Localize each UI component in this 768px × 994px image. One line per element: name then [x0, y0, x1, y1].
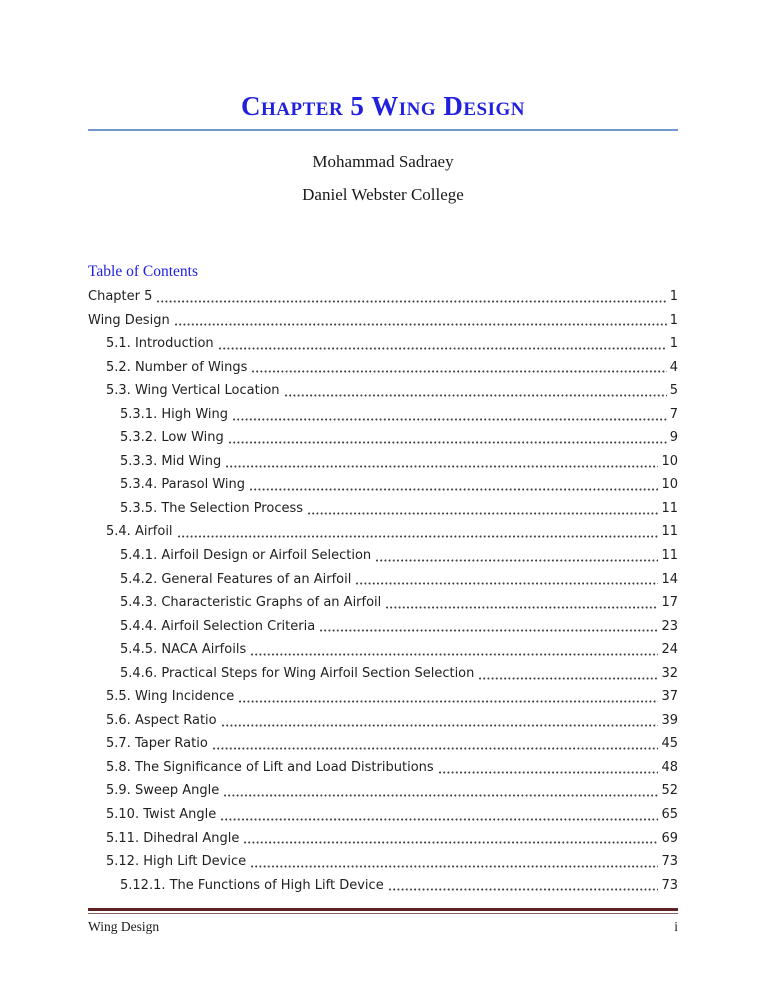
- page-footer: [88, 908, 678, 935]
- toc-dot-leader: [239, 700, 658, 703]
- footer-page-number: i: [674, 919, 678, 934]
- toc-entry-label: 5.4.4. Airfoil Selection Criteria: [120, 618, 316, 634]
- toc-entry-label: 5.4.1. Airfoil Design or Airfoil Selection: [120, 548, 372, 564]
- toc-entry-page: 10: [661, 453, 678, 469]
- toc-entry-label: 5.3.3. Mid Wing: [120, 453, 222, 469]
- toc-entry-page: 32: [661, 665, 678, 681]
- toc-entry-label: 5.4.2. General Features of an Airfoil: [120, 571, 352, 587]
- toc-entry-page: 7: [669, 406, 678, 422]
- toc-entry-label: 5.10. Twist Angle: [106, 807, 217, 823]
- toc-dot-leader: [251, 865, 658, 868]
- toc-entry-label: 5.3.4. Parasol Wing: [120, 477, 246, 493]
- toc-dot-leader: [320, 629, 658, 632]
- toc-dot-leader: [213, 747, 659, 750]
- toc-entry-label: 5.11. Dihedral Angle: [106, 830, 240, 846]
- toc-entry-label: 5.12.1. The Functions of High Lift Device: [120, 877, 384, 893]
- author-name: Mohammad Sadraey: [312, 152, 454, 171]
- toc-dot-leader: [308, 512, 658, 515]
- toc-entry[interactable]: [88, 285, 678, 309]
- toc-entry[interactable]: [88, 520, 678, 544]
- title-rule: [88, 129, 678, 131]
- toc-dot-leader: [479, 677, 658, 680]
- toc-dot-leader: [250, 488, 658, 491]
- toc-dot-leader: [221, 818, 658, 821]
- toc-dot-leader: [285, 394, 667, 397]
- toc-entry-page: 11: [661, 548, 678, 564]
- toc-entry[interactable]: [88, 638, 678, 662]
- toc-dot-leader: [224, 794, 658, 797]
- footer-rule-thin: [88, 913, 678, 914]
- toc-entry[interactable]: [88, 662, 678, 686]
- toc-entry-page: 9: [669, 430, 678, 446]
- chapter-title: Chapter 5 Wing Design: [241, 91, 525, 121]
- toc-dot-leader: [157, 300, 666, 303]
- toc-dot-leader: [226, 465, 658, 468]
- toc-entry-label: 5.5. Wing Incidence: [106, 689, 235, 705]
- toc-dot-leader: [178, 535, 659, 538]
- toc-dot-leader: [244, 841, 658, 844]
- toc-entry[interactable]: [88, 379, 678, 403]
- toc-entry[interactable]: [88, 779, 678, 803]
- toc-entry-page: 1: [669, 336, 678, 352]
- toc-dot-leader: [251, 653, 658, 656]
- toc-entry[interactable]: [88, 803, 678, 827]
- toc-entry[interactable]: [88, 450, 678, 474]
- toc-dot-leader: [219, 347, 667, 350]
- toc-entry[interactable]: [88, 827, 678, 851]
- toc-entry[interactable]: [88, 874, 678, 898]
- toc-list: [88, 285, 678, 897]
- toc-entry-page: 5: [669, 383, 678, 399]
- toc-entry[interactable]: [88, 756, 678, 780]
- toc-dot-leader: [233, 418, 667, 421]
- toc-entry-label: 5.12. High Lift Device: [106, 854, 247, 870]
- author-affiliation: Daniel Webster College: [302, 185, 464, 204]
- footer-rule-thick: [88, 908, 678, 911]
- toc-entry-label: 5.3.2. Low Wing: [120, 430, 224, 446]
- toc-entry-page: 11: [661, 500, 678, 516]
- toc-entry-label: 5.4.6. Practical Steps for Wing Airfoil Section Selection: [120, 665, 475, 681]
- toc-dot-leader: [386, 606, 658, 609]
- toc-entry[interactable]: [88, 685, 678, 709]
- toc-entry-label: 5.6. Aspect Ratio: [106, 712, 217, 728]
- toc-entry-label: Wing Design: [88, 312, 170, 328]
- footer-document-title: Wing Design: [88, 919, 160, 934]
- toc-dot-leader: [376, 559, 658, 562]
- toc-entry-page: 11: [661, 524, 678, 540]
- toc-entry-label: 5.3. Wing Vertical Location: [106, 383, 280, 399]
- toc-dot-leader: [439, 771, 659, 774]
- toc-entry-label: 5.4.5. NACA Airfoils: [120, 642, 247, 658]
- toc-entry-page: 23: [661, 618, 678, 634]
- toc-entry[interactable]: [88, 497, 678, 521]
- toc-entry-label: 5.3.5. The Selection Process: [120, 500, 304, 516]
- toc-entry-page: 17: [661, 595, 678, 611]
- toc-entry-page: 73: [661, 854, 678, 870]
- page-content: [88, 0, 678, 897]
- toc-entry-label: 5.2. Number of Wings: [106, 359, 248, 375]
- toc-entry-label: 5.9. Sweep Angle: [106, 783, 220, 799]
- toc-dot-leader: [222, 724, 659, 727]
- toc-dot-leader: [175, 323, 667, 326]
- toc-entry[interactable]: [88, 473, 678, 497]
- toc-entry-label: 5.8. The Significance of Lift and Load Distributions: [106, 759, 434, 775]
- toc-entry-page: 39: [661, 712, 678, 728]
- toc-entry-label: 5.1. Introduction: [106, 336, 214, 352]
- toc-entry[interactable]: [88, 544, 678, 568]
- toc-entry-page: 37: [661, 689, 678, 705]
- toc-entry-page: 24: [661, 642, 678, 658]
- toc-entry[interactable]: [88, 615, 678, 639]
- toc-entry-label: 5.3.1. High Wing: [120, 406, 229, 422]
- toc-entry[interactable]: [88, 426, 678, 450]
- toc-entry-label: 5.4. Airfoil: [106, 524, 173, 540]
- toc-entry[interactable]: [88, 709, 678, 733]
- toc-entry-page: 14: [661, 571, 678, 587]
- toc-heading: Table of Contents: [88, 263, 198, 280]
- toc-entry[interactable]: [88, 403, 678, 427]
- toc-dot-leader: [356, 582, 658, 585]
- toc-entry-page: 52: [661, 783, 678, 799]
- toc-entry-page: 73: [661, 877, 678, 893]
- toc-entry-page: 69: [661, 830, 678, 846]
- toc-entry[interactable]: [88, 356, 678, 380]
- toc-entry-page: 10: [661, 477, 678, 493]
- toc-entry-page: 45: [661, 736, 678, 752]
- toc-entry-page: 4: [669, 359, 678, 375]
- toc-entry[interactable]: [88, 591, 678, 615]
- toc-entry-page: 1: [669, 312, 678, 328]
- toc-entry-label: Chapter 5: [88, 289, 153, 304]
- toc-entry-label: 5.7. Taper Ratio: [106, 736, 208, 752]
- toc-entry[interactable]: [88, 850, 678, 874]
- toc-entry-page: 65: [661, 807, 678, 823]
- toc-entry[interactable]: [88, 568, 678, 592]
- toc-dot-leader: [229, 441, 667, 444]
- toc-entry-label: 5.4.3. Characteristic Graphs of an Airfoil: [120, 595, 382, 611]
- toc-entry[interactable]: [88, 309, 678, 333]
- toc-entry-page: 1: [669, 289, 678, 304]
- toc-entry[interactable]: [88, 332, 678, 356]
- toc-entry[interactable]: [88, 732, 678, 756]
- toc-dot-leader: [252, 370, 666, 373]
- toc-dot-leader: [389, 888, 659, 891]
- toc-entry-page: 48: [661, 759, 678, 775]
